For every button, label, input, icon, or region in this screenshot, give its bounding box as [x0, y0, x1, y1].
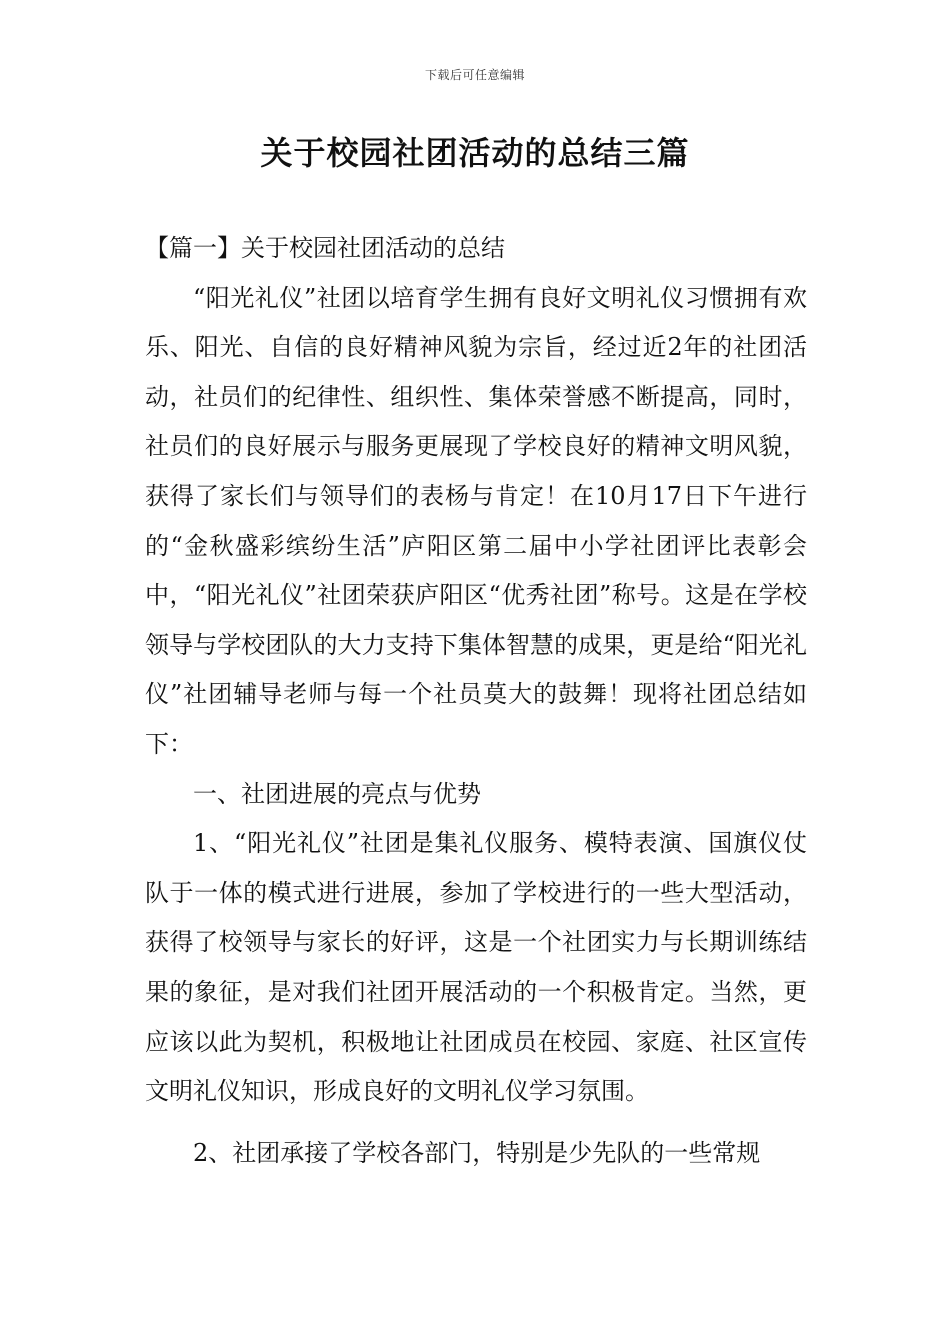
section-heading: 【篇一】关于校园社团活动的总结 — [145, 234, 505, 262]
paragraph-intro: “阳光礼仪”社团以培育学生拥有良好文明礼仪习惯拥有欢乐、阳光、自信的良好精神风貌为宗旨，经过近2年的社团活动，社员们的纪律性、组织性、集体荣誉感不断提高，同时，社员们的良好展示与服务更展现了学校良好的精神文明风貌，获得了家长们与领导们的表杨与肯定！在10月17日下午进行的“金秋盛彩缤纷生活”庐阳区第二届中小学社团评比表彰会中，“阳光礼仪”社团荣获庐阳区“优秀社团”称号。这是在学校领导与学校团队的大力支持下集体智慧的成果，更是给“阳光礼仪”社团辅导老师与每一个社员莫大的鼓舞！现将社团总结如下： — [145, 283, 807, 758]
header-note: 下载后可任意编辑 — [424, 68, 525, 82]
subheading-highlights: 一、社团进展的亮点与优势 — [193, 779, 481, 808]
document-body — [145, 224, 807, 1178]
paragraph-point-1: 1、“阳光礼仪”社团是集礼仪服务、模特表演、国旗仪仗队于一体的模式进行进展，参加了学校进行的一些大型活动，获得了校领导与家长的好评，这是一个社团实力与长期训练结果的象征，是对我们社团开展活动的一个积极肯定。当然，更应该以此为契机，积极地让社团成员在校园、家庭、社区宣传文明礼仪知识，形成良好的文明礼仪学习氛围。 — [145, 829, 807, 1106]
page-title: 关于校园社团活动的总结三篇 — [260, 134, 690, 172]
paragraph-point-2: 2、社团承接了学校各部门，特别是少先队的一些常规 — [193, 1138, 761, 1167]
